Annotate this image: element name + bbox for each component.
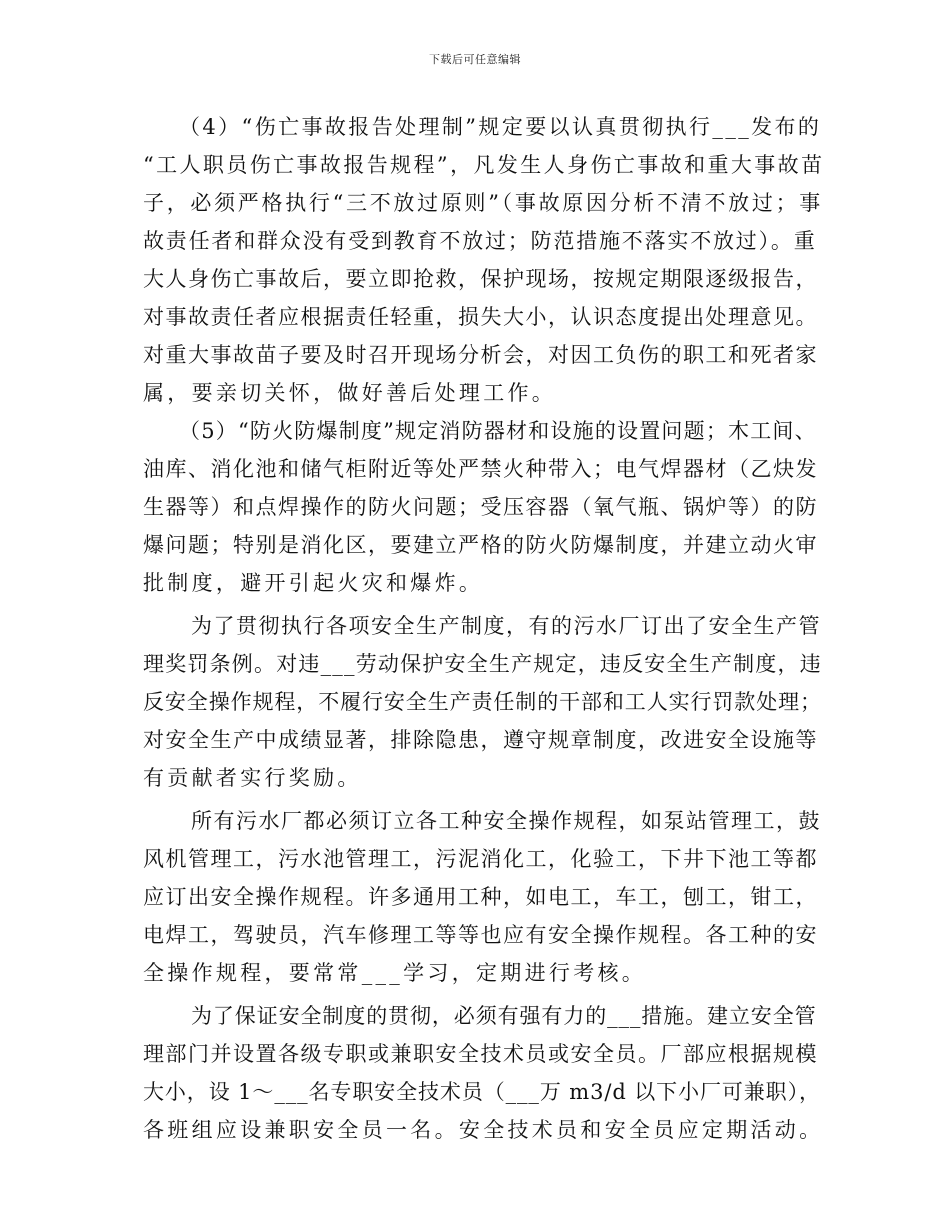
text-line: 为了贯彻执行各项安全生产制度，有的污水厂订出了安全生产管	[191, 614, 821, 638]
text-line: 各班组应设兼职安全员一名。安全技术员和安全员应定期活动。	[143, 1118, 824, 1142]
text-line: 理奖罚条例。对违___劳动保护安全生产规定，违反安全生产制度，违	[143, 652, 822, 676]
text-line: 应订出安全操作规程。许多通用工种，如电工，车工，刨工，钳工，	[143, 885, 818, 909]
text-line: 对重大事故苗子要及时召开现场分析会，对因工负伤的职工和死者家	[143, 343, 818, 367]
paragraph-rewards-penalties	[143, 607, 823, 797]
paragraph-safety-organization	[143, 997, 823, 1149]
text-line: 有贡献者实行奖励。	[143, 766, 362, 790]
text-line: 反安全操作规程，不履行安全生产责任制的干部和工人实行罚款处理；	[143, 690, 822, 714]
text-line: 风机管理工，污水池管理工，污泥消化工，化验工，下井下池工等都	[143, 847, 818, 871]
text-line: “工人职员伤亡事故报告规程”，凡发生人身伤亡事故和重大事故苗	[143, 153, 825, 177]
text-line: 子，必须严格执行“三不放过原则”（事故原因分析不清不放过；事	[143, 191, 823, 215]
paragraph-operating-rules	[143, 802, 823, 992]
text-line: 为了保证安全制度的贯彻，必须有强有力的___措施。建立安全管	[191, 1004, 817, 1028]
text-line: 对安全生产中成绩显著，排除隐患，遵守规章制度，改进安全设施等	[143, 728, 818, 752]
text-line: 大小，设 1～___名专职安全技术员（___万 m3/d 以下小厂可兼职），	[143, 1080, 821, 1104]
text-line: 全操作规程，要常常___学习，定期进行考核。	[143, 961, 647, 985]
text-line: 对事故责任者应根据责任轻重，损失大小，认识态度提出处理意见。	[143, 305, 818, 329]
page-header: 下载后可任意编辑	[429, 53, 521, 66]
text-line: 所有污水厂都必须订立各工种安全操作规程，如泵站管理工，鼓	[191, 809, 821, 833]
text-line: 理部门并设置各级专职或兼职安全技术员或安全员。厂部应根据规模	[143, 1042, 818, 1066]
text-line: 批制度，避开引起火灾和爆炸。	[143, 571, 484, 595]
text-line: 生器等）和点焊操作的防火问题；受压容器（氧气瓶、锅炉等）的防	[143, 495, 818, 519]
text-line: （5）“防火防爆制度”规定消防器材和设施的设置问题；木工间、	[179, 419, 817, 443]
text-line: 大人身伤亡事故后，要立即抢救，保护现场，按规定期限逐级报告，	[143, 267, 818, 291]
text-line: 爆问题；特别是消化区，要建立严格的防火防爆制度，并建立动火审	[143, 533, 818, 557]
document-body	[143, 108, 823, 1149]
paragraph-fire-prevention	[143, 412, 823, 602]
text-line: 故责任者和群众没有受到教育不放过；防范措施不落实不放过）。重	[143, 229, 817, 253]
text-line: 油库、消化池和储气柜附近等处严禁火种带入；电气焊器材（乙炔发	[143, 457, 818, 481]
text-line: 属，要亲切关怀，做好善后处理工作。	[143, 381, 557, 405]
text-line: （4）“伤亡事故报告处理制”规定要以认真贯彻执行___发布的	[179, 115, 822, 139]
paragraph-accident-report	[143, 108, 823, 412]
text-line: 电焊工，驾驶员，汽车修理工等等也应有安全操作规程。各工种的安	[143, 923, 818, 947]
